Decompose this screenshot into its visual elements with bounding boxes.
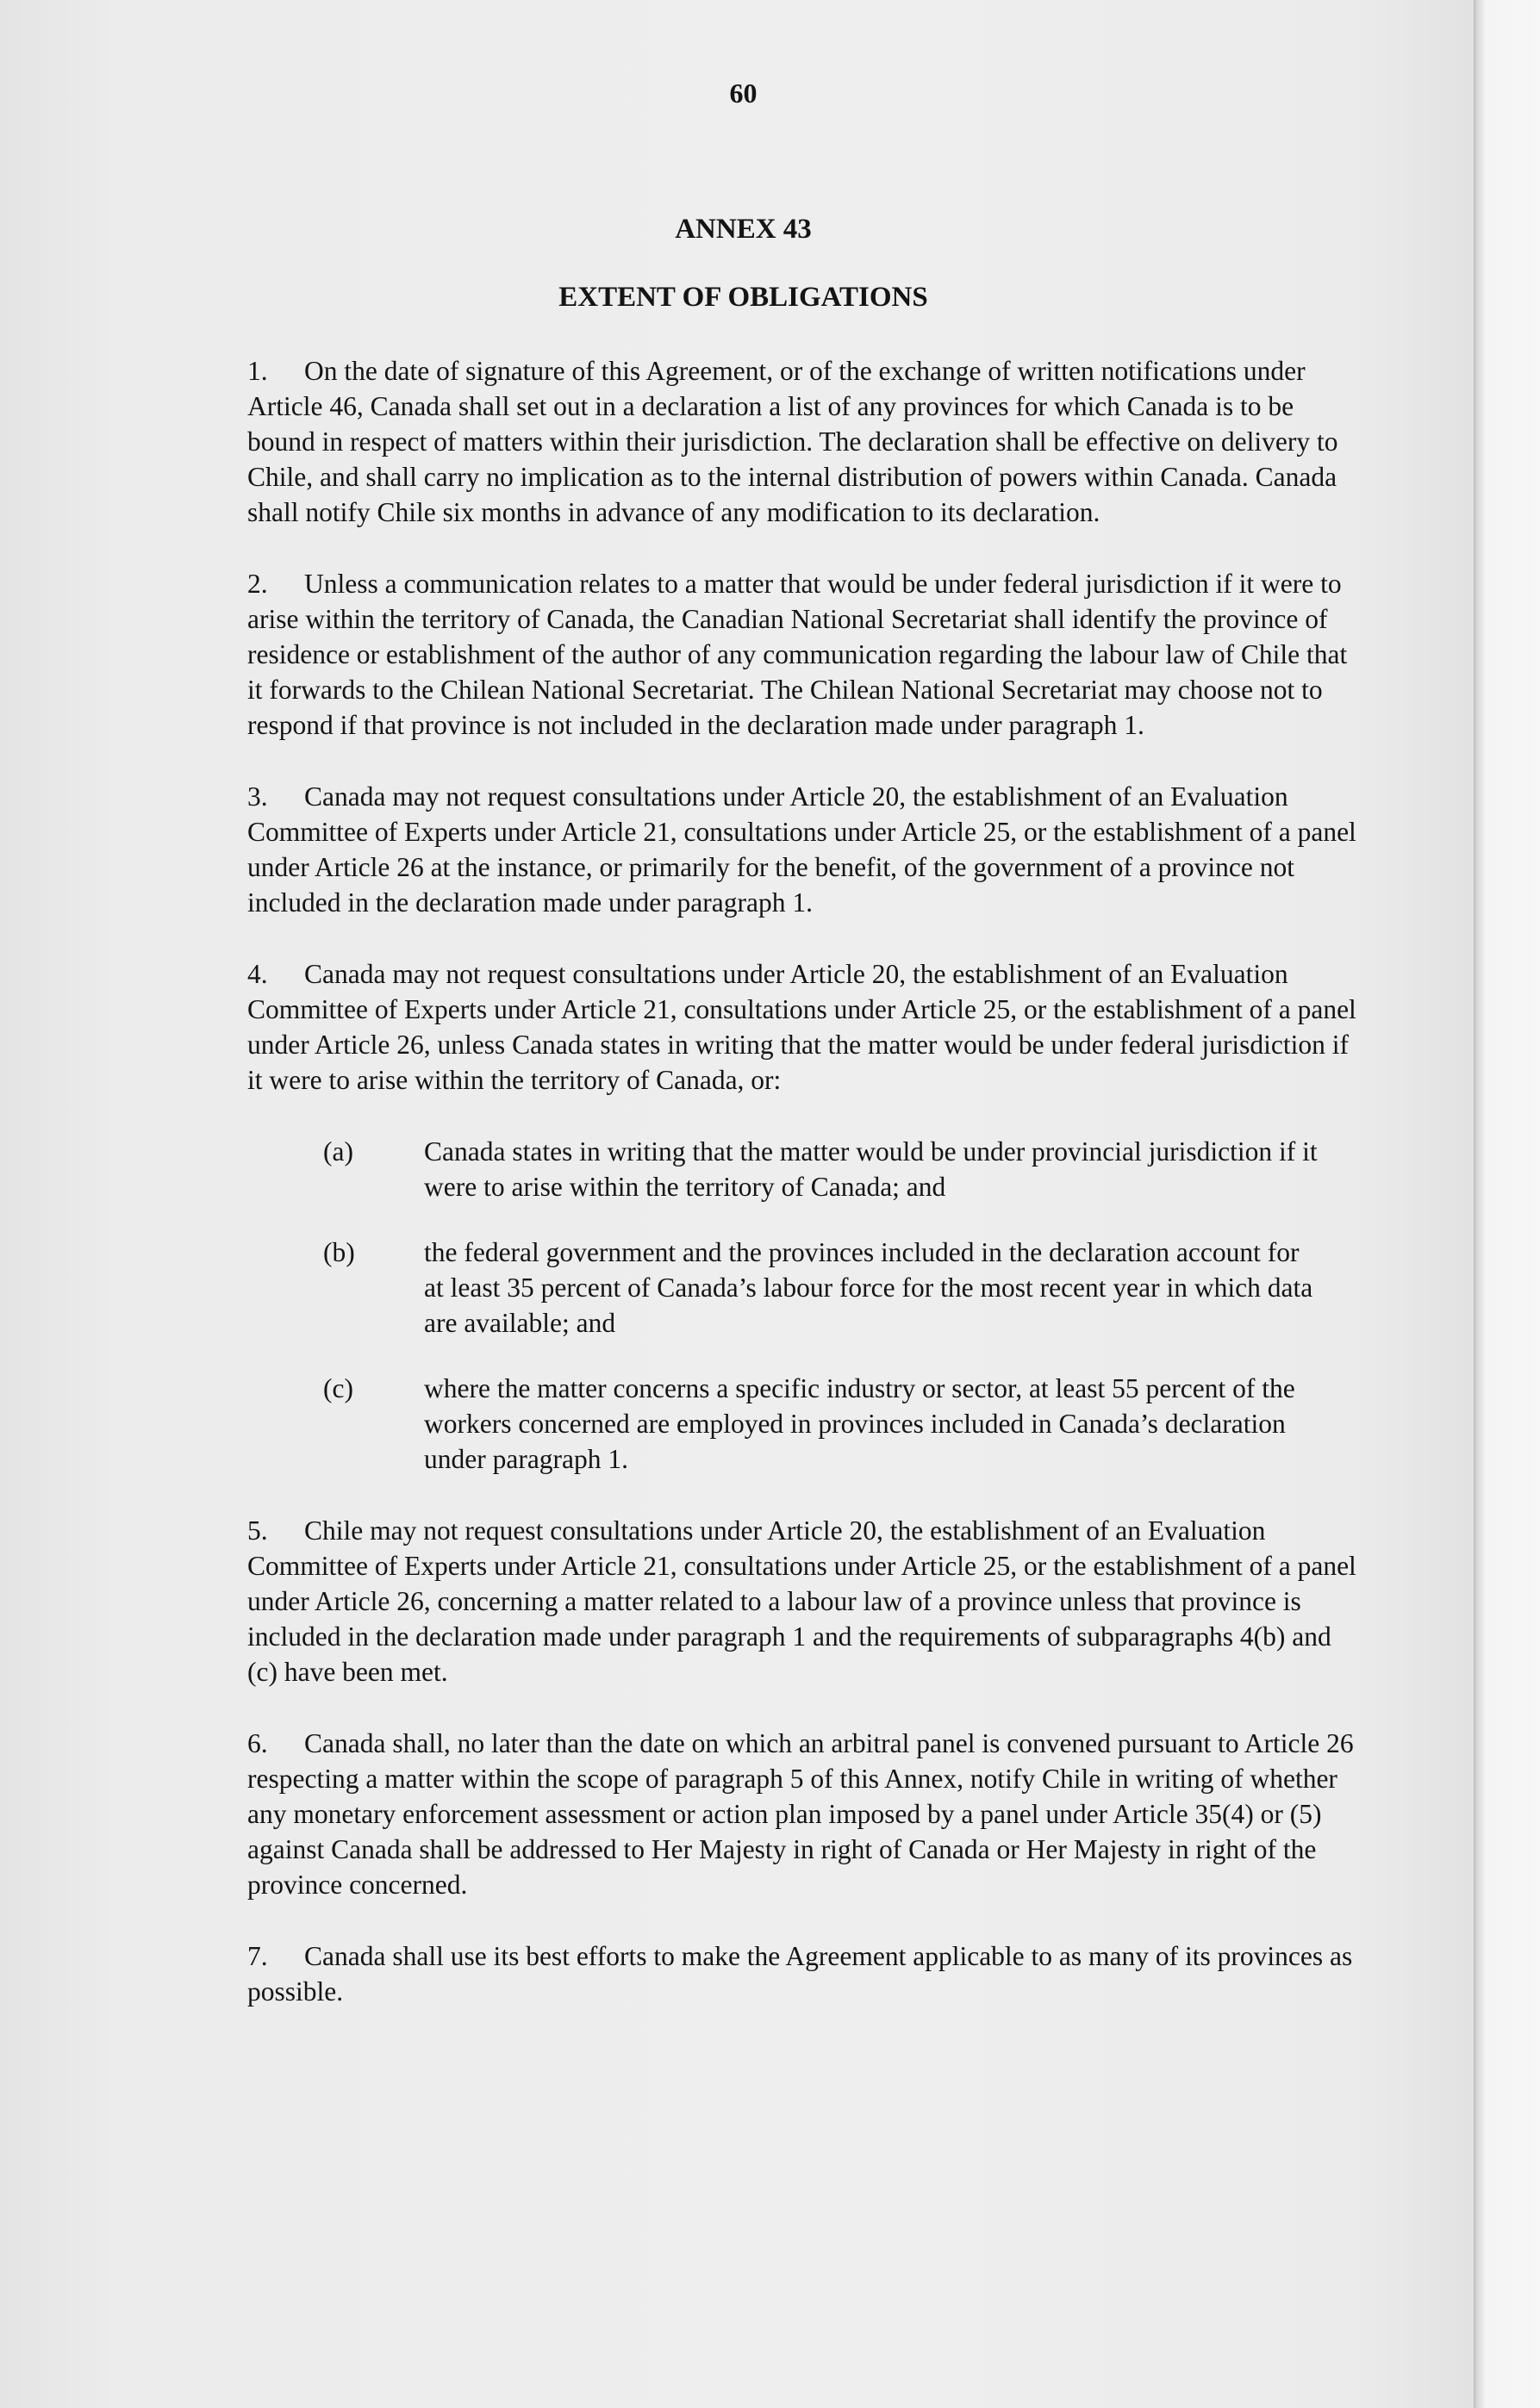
page-edge <box>1474 0 1540 2408</box>
paragraph-2 <box>247 566 1359 743</box>
paragraph-number: 2. <box>247 569 268 599</box>
annex-title: ANNEX 43 <box>675 214 812 245</box>
subparagraph-label: (c) <box>323 1373 353 1403</box>
section-title: EXTENT OF OBLIGATIONS <box>558 282 928 313</box>
paragraph-text: Unless a communication relates to a matter that would be under federal jurisdiction if it were to arise within the territory of Canada, the Canadian National Secretariat shall identify the province of residence or establishment of the author of any communication regarding the labour law of Chile that it forwards to the Chilean National Secretariat. The Chilean National Secretariat may choose not to respond if that province is not included in the declaration made under paragraph 1. <box>247 569 1348 740</box>
subparagraph-a <box>323 1134 1359 1204</box>
subparagraph-label: (a) <box>323 1136 353 1167</box>
paragraph-3 <box>247 779 1359 920</box>
document-body <box>247 353 1359 2045</box>
paragraph-7 <box>247 1938 1359 2009</box>
paragraph-text: Canada may not request consultations under Article 20, the establishment of an Evaluation Committee of Experts under Article 21, consultations under Article 25, or the establishment of a panel under Article 26 at the instance, or primarily for the benefit, of the government of a province not included in the declaration made under paragraph 1. <box>247 781 1356 918</box>
paragraph-number: 4. <box>247 959 268 989</box>
paragraph-number: 5. <box>247 1515 268 1546</box>
paragraph-4 <box>247 956 1359 1098</box>
paragraph-text: Canada may not request consultations under Article 20, the establishment of an Evaluation Committee of Experts under Article 21, consultations under Article 25, or the establishment of a panel under Article 26, unless Canada states in writing that the matter would be under federal jurisdiction if it were to arise within the territory of Canada, or: <box>247 959 1356 1095</box>
subparagraph-text: where the matter concerns a specific industry or sector, at least 55 percent of the workers concerned are employed in provinces included in Canada’s declaration under paragraph 1. <box>424 1373 1295 1474</box>
paragraph-number: 1. <box>247 356 268 386</box>
paragraph-text: Canada shall, no later than the date on which an arbitral panel is convened pursuant to Article 26 respecting a matter within the scope of paragraph 5 of this Annex, notify Chile in writing of whether any monetary enforcement assessment or action plan imposed by a panel under Article 35(4) or (5) against Canada shall be addressed to Her Majesty in right of Canada or Her Majesty in right of the province concerned. <box>247 1728 1354 1900</box>
subparagraph-text: Canada states in writing that the matter would be under provincial jurisdiction if it were to arise within the territory of Canada; and <box>424 1136 1318 1202</box>
paragraph-number: 6. <box>247 1728 268 1758</box>
paragraph-text: Chile may not request consultations under Article 20, the establishment of an Evaluation Committee of Experts under Article 21, consultations under Article 25, or the establishment of a panel under Article 26, concerning a matter related to a labour law of a province unless that province is included in the declaration made under paragraph 1 and the requirements of subparagraphs 4(b) and (c) have been met. <box>247 1515 1356 1687</box>
paragraph-number: 7. <box>247 1941 268 1971</box>
subparagraph-label: (b) <box>323 1237 355 1267</box>
paragraph-1 <box>247 353 1359 530</box>
subparagraph-c <box>323 1371 1359 1477</box>
paragraph-text: On the date of signature of this Agreement, or of the exchange of written notifications under Article 46, Canada shall set out in a declaration a list of any provinces for which Canada is to be bound in respect of matters within their jurisdiction. The declaration shall be effective on delivery to Chile, and shall carry no implication as to the internal distribution of powers within Canada. Canada shall notify Chile six months in advance of any modification to its declaration. <box>247 356 1338 527</box>
subparagraph-text: the federal government and the provinces included in the declaration account for at least 35 percent of Canada’s labour force for the most recent year in which data are available; and <box>424 1237 1313 1338</box>
paragraph-5 <box>247 1513 1359 1689</box>
page-number: 60 <box>729 78 758 109</box>
paragraph-number: 3. <box>247 781 268 812</box>
paragraph-6 <box>247 1726 1359 1902</box>
paragraph-text: Canada shall use its best efforts to make the Agreement applicable to as many of its provinces as possible. <box>247 1941 1353 2007</box>
subparagraph-b <box>323 1235 1359 1341</box>
